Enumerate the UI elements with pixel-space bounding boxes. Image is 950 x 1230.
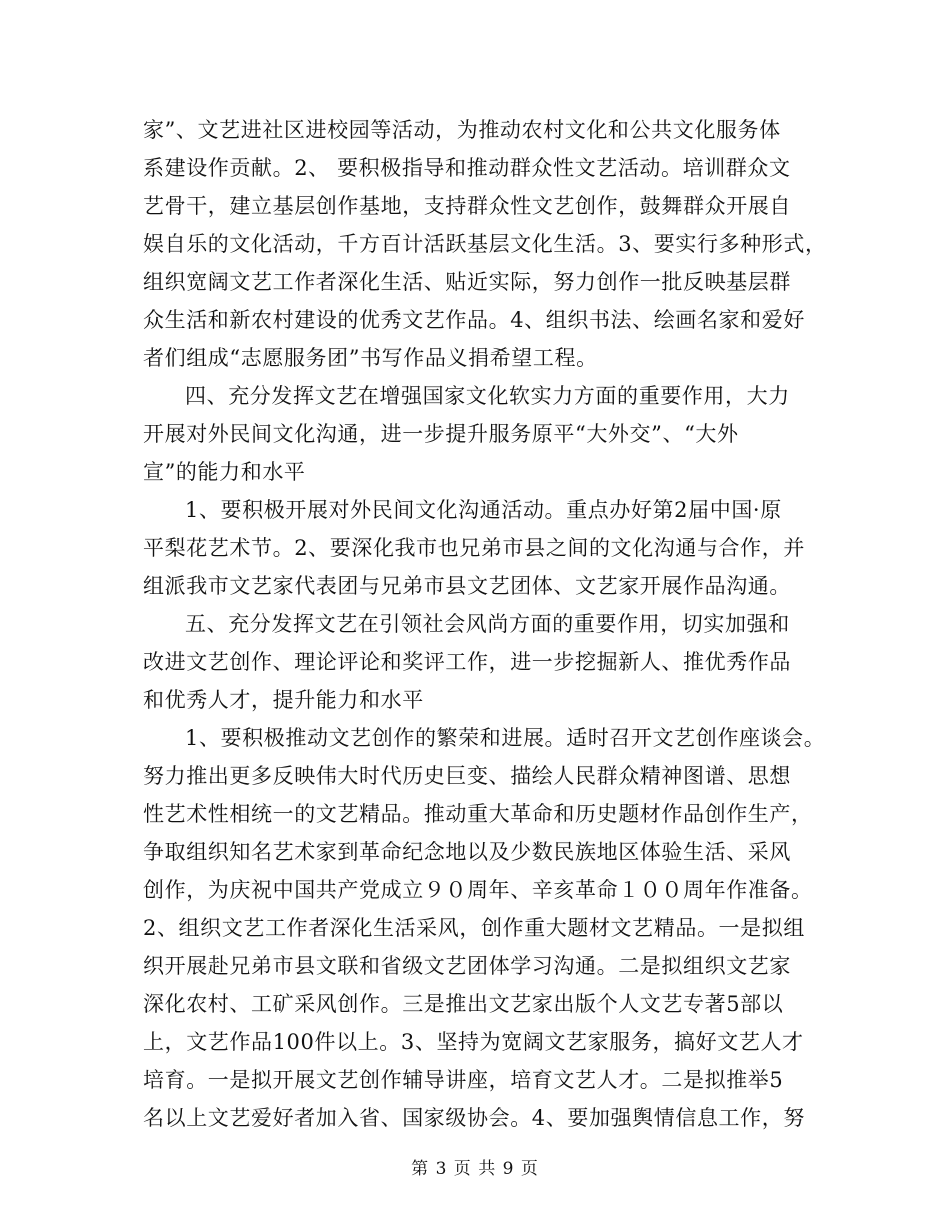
page-number-footer: 第 3 页 共 9 页 [411,1159,539,1179]
body-text-line: 织开展赴兄弟市县文联和省级文艺团体学习沟通。二是拟组织文艺家 [143,954,791,978]
section-heading-line: 五、充分发挥文艺在引领社会风尚方面的重要作用，切实加强和 [185,612,790,636]
body-text-line: 系建设作贡献。2、 要积极指导和推动群众性文艺活动。培训群众文 [143,156,791,180]
body-text-line: 1、要积极推动文艺创作的繁荣和进展。适时召开文艺创作座谈会。 [185,726,826,750]
body-text-line: 组织宽阔文艺工作者深化生活、贴近实际，努力创作一批反映基层群 [143,270,791,294]
body-text-line: 2、组织文艺工作者深化生活采风，创作重大题材文艺精品。一是拟组 [143,916,805,940]
body-text-line: 深化农村、工矿采风创作。三是推出文艺家出版个人文艺专著5部以 [143,992,784,1016]
section-heading-line: 四、充分发挥文艺在增强国家文化软实力方面的重要作用，大力 [185,384,790,408]
body-text-line: 艺骨干，建立基层创作基地，支持群众性文艺创作，鼓舞群众开展自 [143,194,791,218]
body-text-line: 1、要积极开展对外民间文化沟通活动。重点办好第2届中国·原 [185,498,782,522]
body-text-line: 家”、文艺进社区进校园等活动，为推动农村文化和公共文化服务体 [143,118,781,142]
section-heading-line: 开展对外民间文化沟通，进一步提升服务原平“大外交”、“大外 [143,422,739,446]
body-text-line: 平梨花艺术节。2、要深化我市也兄弟市县之间的文化沟通与合作，并 [143,536,805,560]
body-text-line: 众生活和新农村建设的优秀文艺作品。4、组织书法、绘画名家和爱好 [143,308,805,332]
body-text-line: 努力推出更多反映伟大时代历史巨变、描绘人民群众精神图谱、思想 [143,764,791,788]
body-text-line: 娱自乐的文化活动，千方百计活跃基层文化生活。3、要实行多种形式， [143,232,827,256]
section-heading-line: 和优秀人才，提升能力和水平 [143,688,424,712]
body-text-line: 性艺术性相统一的文艺精品。推动重大革命和历史题材作品创作生产， [143,802,813,826]
section-heading-line: 宣”的能力和水平 [143,460,306,484]
body-text-line: 培育。一是拟开展文艺创作辅导讲座，培育文艺人才。二是拟推举5 [143,1068,784,1092]
section-heading-line: 改进文艺创作、理论评论和奖评工作，进一步挖掘新人、推优秀作品 [143,650,791,674]
body-text-line: 创作，为庆祝中国共产党成立９０周年、辛亥革命１００周年作准备。 [143,878,813,902]
body-text-line: 者们组成“志愿服务团”书写作品义捐希望工程。 [143,346,598,370]
body-text-line: 组派我市文艺家代表团与兄弟市县文艺团体、文艺家开展作品沟通。 [143,574,791,598]
body-text-line: 争取组织知名艺术家到革命纪念地以及少数民族地区体验生活、采风 [143,840,791,864]
body-text-line: 名以上文艺爱好者加入省、国家级协会。4、要加强舆情信息工作，努 [143,1106,805,1130]
body-text-line: 上，文艺作品100件以上。3、坚持为宽阔文艺家服务，搞好文艺人才 [143,1030,804,1054]
